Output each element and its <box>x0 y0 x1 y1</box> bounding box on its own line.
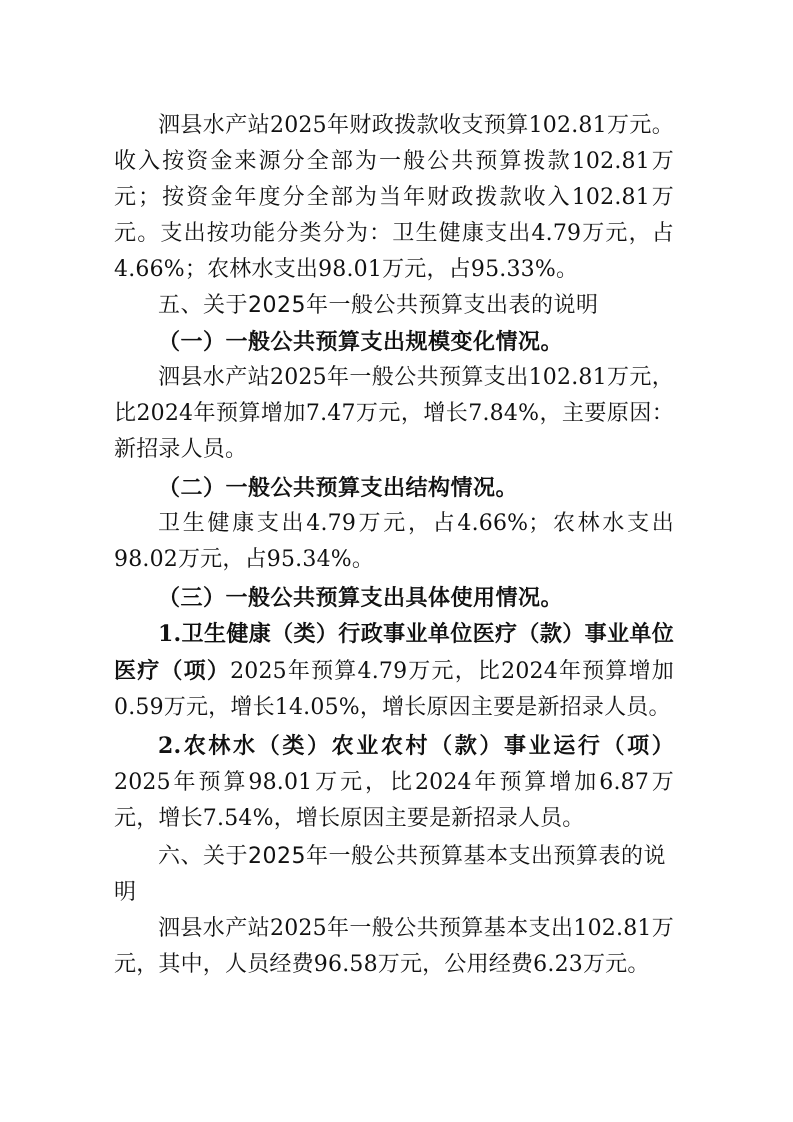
document-page <box>114 108 674 983</box>
usage-item-agriculture <box>114 728 674 837</box>
subsection-scale-heading: （一）一般公共预算支出规模变化情况。 <box>158 329 564 355</box>
budget-overview-paragraph: 泗县水产站2025年财政拨款收支预算102.81万元。收入按资金来源分全部为一般公共预算拨款102.81万元；按资金年度分全部为当年财政拨款收入102.81万元。支出按功能分类分为：卫生健康支出4.79万元，占4.66%；农林水支出98.01万元，占95.33%。 <box>114 113 674 282</box>
section-six-heading: 六、关于2025年一般公共预算基本支出预算表的说明 <box>114 844 666 905</box>
section-five-heading: 五、关于2025年一般公共预算支出表的说明 <box>158 293 599 318</box>
basic-expenditure-paragraph: 泗县水产站2025年一般公共预算基本支出102.81万元，其中，人员经费96.58万元，公用经费6.23万元。 <box>114 916 674 977</box>
usage-item-agriculture-title: 2.农林水（类）农业农村（款）事业运行（项） <box>158 733 674 759</box>
usage-item-health <box>114 616 674 726</box>
usage-item-health-title: 1.卫生健康（类）行政事业单位医疗（款）事业单位医疗（项） <box>114 621 674 684</box>
usage-item-agriculture-text: 2025年预算98.01万元，比2024年预算增加6.87万元，增长7.54%，增长原因主要是新招录人员。 <box>114 770 674 831</box>
subsection-structure-heading: （二）一般公共预算支出结构情况。 <box>158 475 519 501</box>
subsection-usage-heading: （三）一般公共预算支出具体使用情况。 <box>158 585 564 611</box>
usage-item-health-text: 2025年预算4.79万元，比2024年预算增加0.59万元，增长14.05%，增长原因主要是新招录人员。 <box>114 659 674 720</box>
structure-paragraph: 卫生健康支出4.79万元，占4.66%；农林水支出98.02万元，占95.34%。 <box>114 511 674 572</box>
scale-change-paragraph: 泗县水产站2025年一般公共预算支出102.81万元，比2024年预算增加7.47万元，增长7.84%，主要原因：新招录人员。 <box>114 365 674 462</box>
